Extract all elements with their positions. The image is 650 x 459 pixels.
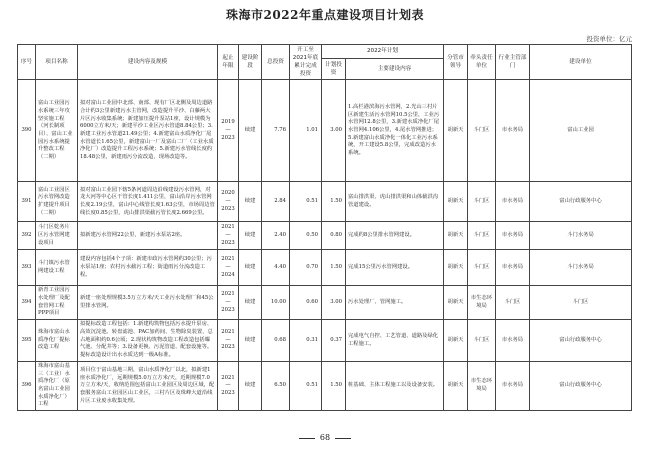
row-seq: 396 — [18, 362, 36, 411]
row-content: 新建一座处理规模3.5万立方米/天工业污水处理厂和45公里排水管网。 — [78, 286, 218, 320]
row-name: 新青工业园污水处理厂及配套管网工程PPP项目 — [36, 286, 78, 320]
row-builder: 富山行政服务中心 — [530, 320, 632, 362]
row-dept: 市水务局 — [496, 182, 530, 222]
row-plan-invest: 1.50 — [322, 182, 346, 222]
row-builder: 斗门水务局 — [530, 250, 632, 286]
row-plan-content: 完成约8公里排水管网建设。 — [346, 222, 444, 250]
header-stage: 建设阶段 — [239, 45, 262, 80]
row-seq: 395 — [18, 320, 36, 362]
row-managed-by: 胡新天 — [444, 320, 468, 362]
header-managed-by: 分管市领导 — [444, 45, 468, 80]
row-cumulative: 0.50 — [290, 222, 322, 250]
footer-dash-right — [335, 438, 351, 439]
row-content: 拟新建污水管网22公里，新建污水泵站2座。 — [78, 222, 218, 250]
header-total: 总投资 — [262, 45, 290, 80]
header-lead: 牵头责任单位 — [468, 45, 496, 80]
header-cumulative: 开工至2021年底累计完成投资 — [290, 45, 322, 80]
table-row — [18, 286, 632, 320]
unit-label: 投资单位：亿元 — [586, 35, 632, 43]
row-lead: 斗门区 — [468, 222, 496, 250]
row-stage: 续建 — [239, 362, 262, 411]
row-plan-invest: 0.80 — [322, 222, 346, 250]
row-builder: 富山工业园 — [530, 80, 632, 182]
row-managed-by: 胡新天 — [444, 250, 468, 286]
row-builder: 富山行政服务中心 — [530, 362, 632, 411]
header-name: 项目名称 — [36, 45, 78, 80]
row-lead: 市生态环境局 — [468, 286, 496, 320]
row-plan-invest: 1.50 — [322, 362, 346, 411]
row-dept: 市水务局 — [496, 222, 530, 250]
row-seq: 393 — [18, 250, 36, 286]
row-plan-content: 完成电气自控、工艺管道、道路及绿化工程施工。 — [346, 320, 444, 362]
row-lead: 斗门区 — [468, 250, 496, 286]
page-number: 68 — [319, 433, 331, 442]
row-builder: 富山行政服务中心 — [530, 182, 632, 222]
page-title: 珠海市2022年重点建设项目计划表 — [226, 8, 424, 22]
row-content: 拟对富山工业园下辖5条河道周边沿线建设污水管网，对龙大河等中心区干管长度1.411公里，富山沿岸污水管网长度2.19公里，富山中心线管长度1.63公里，市场周边管线长度0.85公里，虎山排洪渠截污管长度2.669公里。 — [78, 182, 218, 222]
row-plan-invest: 0.37 — [322, 320, 346, 362]
row-plan-content: 桩基础、主体工程施工以及设备安装。 — [346, 362, 444, 411]
row-lead: 斗门区 — [468, 182, 496, 222]
row-managed-by: 胡新天 — [444, 286, 468, 320]
row-managed-by: 胡新天 — [444, 362, 468, 411]
row-total: 2.40 — [262, 222, 290, 250]
row-stage: 续建 — [239, 250, 262, 286]
header-builder: 建设单位 — [530, 45, 632, 80]
header-years: 起止年限 — [218, 45, 239, 80]
footer-dash-left — [299, 438, 315, 439]
row-plan-content: 污水处理厂、管网施工。 — [346, 286, 444, 320]
row-stage: 续建 — [239, 80, 262, 182]
row-years: 2021—2023 — [218, 286, 239, 320]
row-stage: 续建 — [239, 320, 262, 362]
table-row — [18, 250, 632, 286]
row-years: 2021—2024 — [218, 250, 239, 286]
row-content: 项目位于富山基地三期，富山水质净化厂以北，拟新建1座水质净化厂，远期规模5.0万立方米/天，近期规模7.0万立方米/天，收纳范围包括富山工业园区及周边区域，配套服务富山工业园区山工业区，三村片区及珠峰大道沿线片区工业废水收集处理。 — [78, 362, 218, 411]
table-row — [18, 320, 632, 362]
row-managed-by: 胡新天 — [444, 182, 468, 222]
row-builder: 斗门区 — [530, 286, 632, 320]
row-stage: 续建 — [239, 222, 262, 250]
row-dept: 市水务局 — [496, 320, 530, 362]
row-lead: 斗门区 — [468, 80, 496, 182]
row-seq: 391 — [18, 182, 36, 222]
row-name: 珠海市富山基三（工业）水质净化厂（原名富山工业园水质净化厂）工程 — [36, 362, 78, 411]
row-dept: 市水务局 — [496, 250, 530, 286]
row-years: 2021—2023 — [218, 362, 239, 411]
project-table — [17, 44, 632, 411]
row-total: 4.40 — [262, 250, 290, 286]
row-dept: 市水务局 — [496, 362, 530, 411]
row-name: 富山工业园区污水管网改造扩建提升项目（二期） — [36, 182, 78, 222]
header-plan-invest: 计划投资 — [322, 58, 346, 80]
row-seq: 390 — [18, 80, 36, 182]
table-row — [18, 182, 632, 222]
row-plan-invest: 3.00 — [322, 286, 346, 320]
header-content: 建设内容及规模 — [78, 45, 218, 80]
page-footer — [0, 433, 650, 442]
row-content: 建设内容包括4个子项：新建市政污水管网约30公里；污水泵站1座；农村污水截污工程；街道雨污分流改造工程。 — [78, 250, 218, 286]
header-plan-group: 2022年计划 — [322, 45, 444, 59]
row-years: 2020—2023 — [218, 182, 239, 222]
row-plan-invest: 1.50 — [322, 250, 346, 286]
row-plan-content: 富山排洪渠、虎山排洪渠和山体截洪沟管道建设。 — [346, 182, 444, 222]
row-total: 0.68 — [262, 320, 290, 362]
header-plan-content: 主要建设内容 — [346, 58, 444, 80]
table-row — [18, 222, 632, 250]
row-years: 2021—2023 — [218, 222, 239, 250]
row-stage: 续建 — [239, 182, 262, 222]
row-cumulative: 0.51 — [290, 182, 322, 222]
row-builder: 斗门水务局 — [530, 222, 632, 250]
row-stage: 续建 — [239, 286, 262, 320]
row-cumulative: 0.31 — [290, 320, 322, 362]
row-name: 斗门镇污水管网建设工程 — [36, 250, 78, 286]
row-total: 6.50 — [262, 362, 290, 411]
row-lead: 斗门区 — [468, 320, 496, 362]
header-dept: 行业主管部门 — [496, 45, 530, 80]
row-total: 2.84 — [262, 182, 290, 222]
row-content: 拟对富山工业园中北部、南部、现有厂区北侧及周边道路合计约3公里新建污水主管网，改造提升平沙、白藤两大片区污水收集系统；新建加压提升泵站1座，设计规模为6000立方米/天；新建平沙工业区污水管道8.84公里；3.新建工业污水管道21.49公里；4.新建富山水质净化厂尾水管道长1.65公里，新建富山一厂及富山二厂（工业水质净化厂）改造提升工程污水系统；5.新建污水管线长度约18.48公里，新建雨污分流改造，现场改造等。 — [78, 80, 218, 182]
row-plan-content: 完成15公里污水管网建设。 — [346, 250, 444, 286]
row-plan-invest: 3.00 — [322, 80, 346, 182]
row-years: 2021—2023 — [218, 320, 239, 362]
row-total: 10.00 — [262, 286, 290, 320]
row-cumulative: 0.70 — [290, 250, 322, 286]
row-dept: 斗门区 — [496, 286, 530, 320]
row-managed-by: 胡新天 — [444, 80, 468, 182]
table-row — [18, 80, 632, 182]
row-name: 富山工业园污水系统三年攻坚实施工程（河长制项目）、富山工业园污水系统提升整改工程（二期） — [36, 80, 78, 182]
row-managed-by: 胡新天 — [444, 222, 468, 250]
row-cumulative: 1.01 — [290, 80, 322, 182]
row-total: 7.76 — [262, 80, 290, 182]
row-cumulative: 0.60 — [290, 286, 322, 320]
row-seq: 392 — [18, 222, 36, 250]
row-lead: 市生态环境局 — [468, 362, 496, 411]
header-seq: 序号 — [18, 45, 36, 80]
row-name: 斗门区乾务片区污水管网建设项目 — [36, 222, 78, 250]
row-cumulative: 0.51 — [290, 362, 322, 411]
table-row — [18, 362, 632, 411]
row-name: 珠海市富山水质净化厂提标改造工程 — [36, 320, 78, 362]
row-plan-content: 1.高栏港滨海污水管网，2.光山三村片区新建生活污水管网10.5公里，工业污水管网12.8公里，3.新建水质净化厂尾水管网4.106公里，4.尾水管网推进；5.新建富山水质净化一体化工业污水系统，开工建设5.8公里，完成改造污水系统。 — [346, 80, 444, 182]
row-seq: 394 — [18, 286, 36, 320]
row-content: 拟提标改造工程包括：1.新建构筑物包括污水提升泵房、高效沉淀池、转盘滤池、PAC加药间、生物除臭装置，总占地面积约0.6公顷；2.现状构筑物改造工程改造包括曝气池、分配井等；3.设备更换、污泥管道、配套设施等。提标改造设计出水水质达到一级A标准。 — [78, 320, 218, 362]
row-dept: 市水务局 — [496, 80, 530, 182]
row-years: 2019—2023 — [218, 80, 239, 182]
